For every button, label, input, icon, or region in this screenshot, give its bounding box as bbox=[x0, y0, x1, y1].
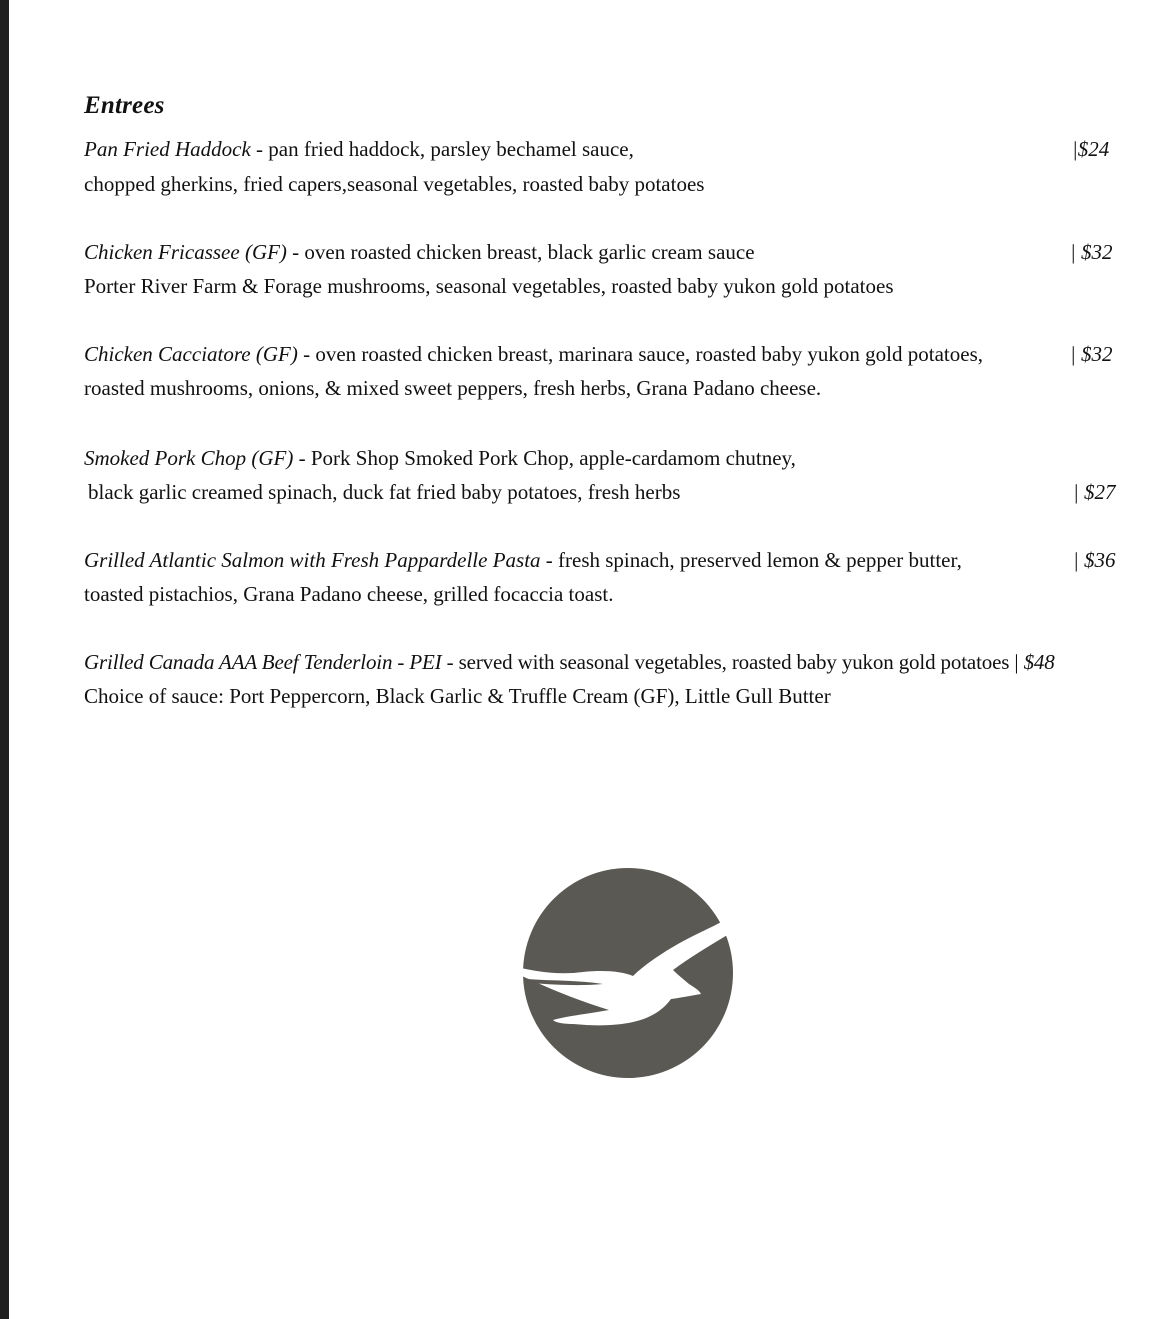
menu-item-cacciatore-line1 bbox=[84, 340, 983, 368]
item-name: Grilled Atlantic Salmon with Fresh Pappardelle Pasta - bbox=[84, 548, 559, 572]
item-price: | $27 bbox=[1073, 480, 1116, 504]
item-description: oven roasted chicken breast, marinara sauce, roasted baby yukon gold potatoes, bbox=[315, 342, 983, 366]
menu-item-fricassee-line1 bbox=[84, 238, 755, 266]
item-name: Smoked Pork Chop (GF) - bbox=[84, 446, 311, 470]
menu-item-fricassee-line2: Porter River Farm & Forage mushrooms, seasonal vegetables, roasted baby yukon gold potatoes bbox=[84, 274, 894, 298]
seagull-over-sun-logo-icon bbox=[483, 860, 763, 1085]
menu-item-tenderloin-line2: Choice of sauce: Port Peppercorn, Black Garlic & Truffle Cream (GF), Little Gull Butter bbox=[84, 684, 831, 708]
item-description: served with seasonal vegetables, roasted baby yukon gold potatoes | bbox=[458, 650, 1024, 674]
menu-item-haddock-line2: chopped gherkins, fried capers,seasonal vegetables, roasted baby potatoes bbox=[84, 172, 705, 196]
item-name: Pan Fried Haddock - bbox=[84, 137, 269, 161]
item-price: | $32 bbox=[1070, 342, 1113, 366]
menu-page bbox=[9, 0, 1170, 1319]
item-name: Chicken Cacciatore (GF) - bbox=[84, 342, 316, 366]
item-name: Grilled Canada AAA Beef Tenderloin - PEI - bbox=[84, 650, 459, 674]
menu-item-cacciatore-line2: roasted mushrooms, onions, & mixed sweet peppers, fresh herbs, Grana Padano cheese. bbox=[84, 376, 822, 400]
item-description: pan fried haddock, parsley bechamel sauce, bbox=[268, 137, 634, 161]
menu-item-salmon-line1 bbox=[84, 546, 962, 574]
menu-item-pork-chop-line1 bbox=[84, 444, 796, 472]
menu-item-haddock-line1 bbox=[84, 135, 634, 163]
item-description: fresh spinach, preserved lemon & pepper butter, bbox=[558, 548, 962, 572]
item-description: Pork Shop Smoked Pork Chop, apple-cardamom chutney, bbox=[310, 446, 796, 470]
menu-item-salmon-line2: toasted pistachios, Grana Padano cheese, grilled focaccia toast. bbox=[84, 582, 614, 606]
section-heading: Entrees bbox=[84, 92, 165, 119]
item-price: $48 bbox=[1023, 650, 1055, 674]
item-price: | $32 bbox=[1070, 240, 1113, 264]
menu-item-tenderloin-line1 bbox=[84, 648, 1055, 676]
item-name: Chicken Fricassee (GF) - bbox=[84, 240, 305, 264]
item-price: |$24 bbox=[1072, 137, 1110, 161]
item-price: | $36 bbox=[1073, 548, 1116, 572]
item-description: oven roasted chicken breast, black garlic cream sauce bbox=[304, 240, 755, 264]
menu-item-pork-chop-line2: black garlic creamed spinach, duck fat fried baby potatoes, fresh herbs bbox=[88, 480, 681, 504]
